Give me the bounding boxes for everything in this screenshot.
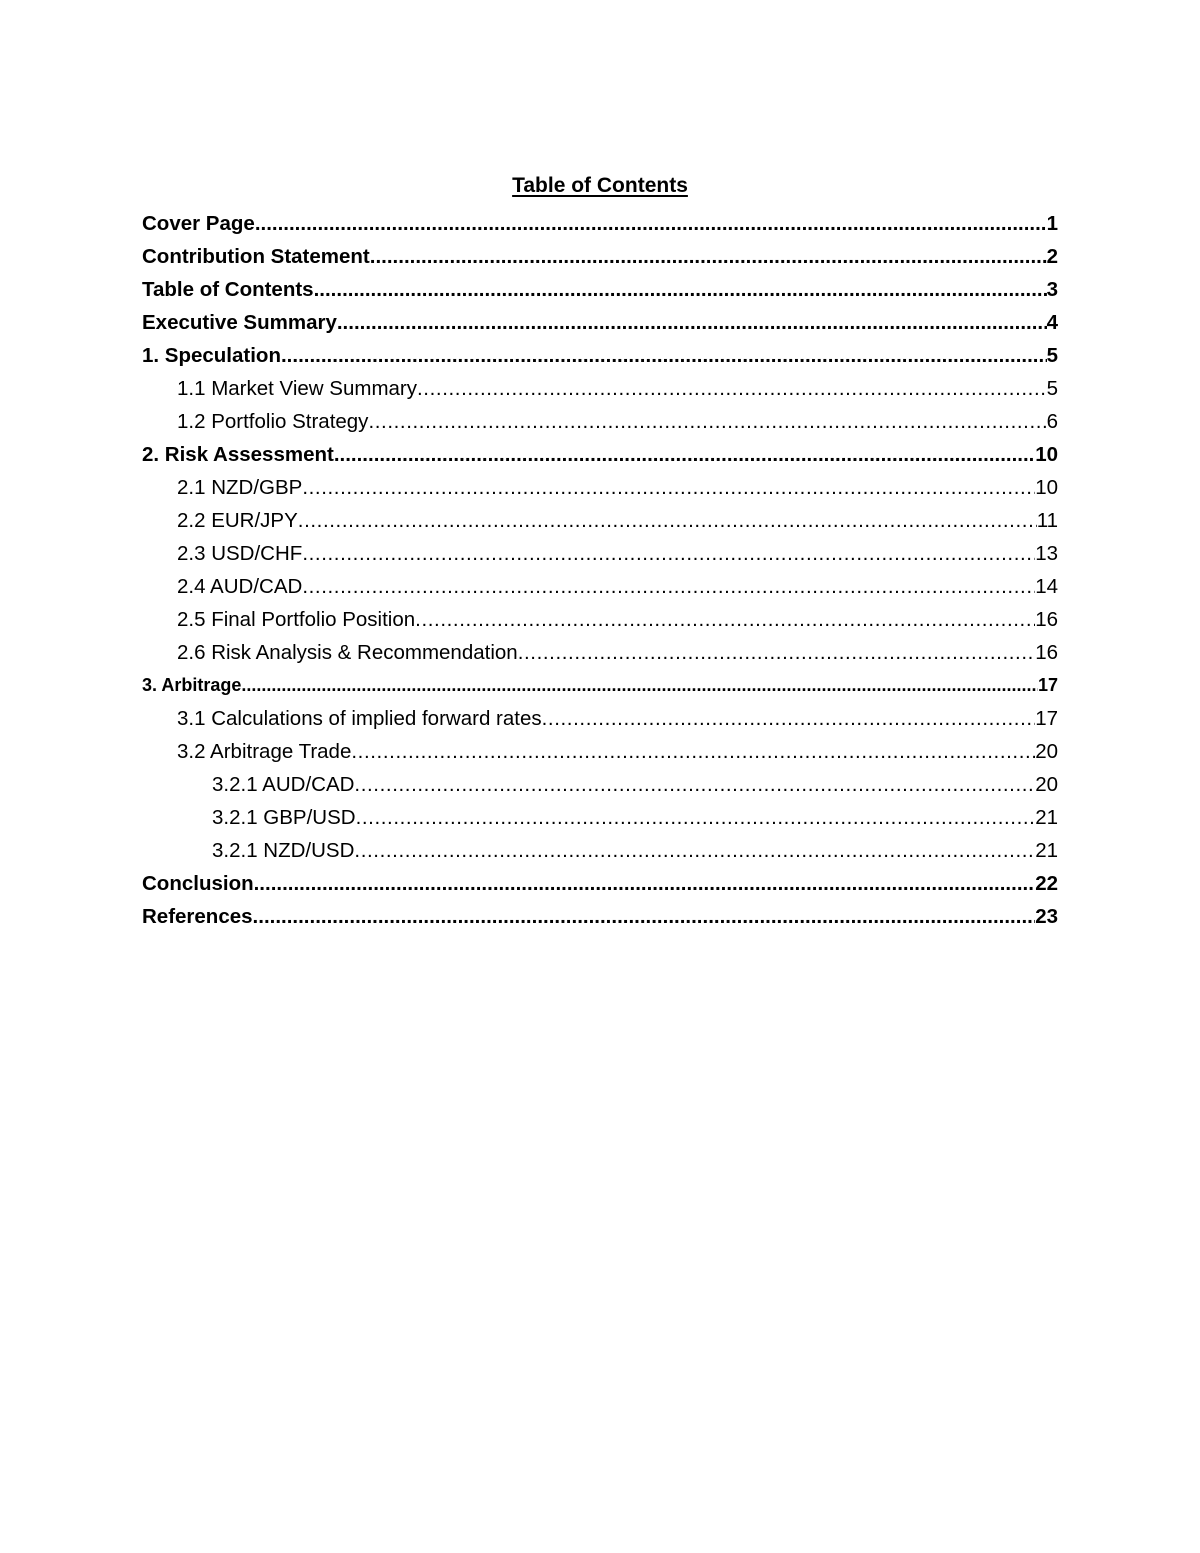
toc-entry-arbitrage[interactable]	[142, 669, 1058, 702]
toc-entry-page-number: 6	[1046, 410, 1058, 433]
toc-entry-final-portfolio-position[interactable]	[142, 603, 1058, 636]
toc-entry-conclusion[interactable]	[142, 867, 1058, 900]
toc-entry-portfolio-strategy[interactable]	[142, 405, 1058, 438]
toc-entry-page-number: 5	[1046, 344, 1058, 367]
toc-entry-label: 1.2 Portfolio Strategy	[177, 410, 369, 433]
toc-entry-label: Table of Contents	[142, 278, 314, 301]
toc-entry-label: 2.3 USD/CHF	[177, 542, 303, 565]
toc-entry-label: Contribution Statement	[142, 245, 370, 268]
toc-entry-page-number: 11	[1036, 509, 1058, 532]
toc-entry-cover-page[interactable]	[142, 207, 1058, 240]
toc-dot-leader	[354, 834, 1035, 867]
toc-dot-leader	[302, 537, 1035, 570]
toc-entry-label: 2.4 AUD/CAD	[177, 575, 303, 598]
toc-dot-leader	[254, 867, 1036, 900]
toc-dot-leader	[241, 669, 1038, 702]
toc-dot-leader	[542, 702, 1036, 735]
toc-entry-page-number: 13	[1035, 542, 1058, 565]
toc-entry-usd-chf[interactable]	[142, 537, 1058, 570]
toc-entry-label: 3.2 Arbitrage Trade	[177, 740, 352, 763]
toc-dot-leader	[351, 735, 1035, 768]
toc-dot-leader	[302, 471, 1035, 504]
toc-entry-page-number: 21	[1035, 806, 1058, 829]
toc-entry-page-number: 16	[1035, 641, 1058, 664]
toc-entry-label: Conclusion	[142, 872, 254, 895]
toc-entry-market-view-summary[interactable]	[142, 372, 1058, 405]
toc-entry-arbitrage-nzd-usd[interactable]	[142, 834, 1058, 867]
toc-entry-label: 1.1 Market View Summary	[177, 377, 418, 400]
toc-entry-page-number: 16	[1035, 608, 1058, 631]
toc-entry-page-number: 14	[1035, 575, 1058, 598]
toc-entry-label: 3. Arbitrage	[142, 675, 242, 695]
toc-entry-page-number: 20	[1035, 740, 1058, 763]
toc-dot-leader	[356, 801, 1036, 834]
toc-entry-label: 2. Risk Assessment	[142, 443, 334, 466]
toc-entry-label: 3.2.1 NZD/USD	[212, 839, 355, 862]
toc-entry-label: 3.1 Calculations of implied forward rates	[177, 707, 542, 730]
toc-dot-leader	[370, 240, 1047, 273]
toc-entry-label: 2.6 Risk Analysis & Recommendation	[177, 641, 518, 664]
toc-entry-page-number: 5	[1046, 377, 1058, 400]
toc-entry-page-number: 17	[1035, 707, 1058, 730]
toc-entry-label: Cover Page	[142, 212, 255, 235]
toc-dot-leader	[298, 504, 1037, 537]
toc-entry-label: 2.2 EUR/JPY	[177, 509, 298, 532]
toc-entry-page-number: 10	[1035, 476, 1058, 499]
toc-entry-aud-cad[interactable]	[142, 570, 1058, 603]
toc-entry-page-number: 2	[1046, 245, 1058, 268]
toc-entry-label: 2.5 Final Portfolio Position	[177, 608, 416, 631]
toc-entry-speculation[interactable]	[142, 339, 1058, 372]
toc-dot-leader	[314, 273, 1047, 306]
toc-entry-references[interactable]	[142, 900, 1058, 933]
toc-entry-nzd-gbp[interactable]	[142, 471, 1058, 504]
toc-entry-page-number: 10	[1035, 443, 1058, 466]
toc-entry-page-number: 17	[1037, 675, 1058, 695]
toc-entry-arbitrage-gbp-usd[interactable]	[142, 801, 1058, 834]
toc-entry-page-number: 1	[1046, 212, 1058, 235]
toc-entry-page-number: 4	[1046, 311, 1058, 334]
toc-entry-arbitrage-trade[interactable]	[142, 735, 1058, 768]
toc-entry-page-number: 23	[1035, 905, 1058, 928]
toc-dot-leader	[302, 570, 1035, 603]
toc-entry-table-of-contents[interactable]	[142, 273, 1058, 306]
toc-entry-page-number: 3	[1046, 278, 1058, 301]
toc-dot-leader	[415, 603, 1035, 636]
toc-entry-page-number: 22	[1035, 872, 1058, 895]
toc-dot-leader	[368, 405, 1046, 438]
toc-dot-leader	[417, 372, 1047, 405]
toc-entry-label: 2.1 NZD/GBP	[177, 476, 303, 499]
toc-entry-arbitrage-aud-cad[interactable]	[142, 768, 1058, 801]
toc-dot-leader	[334, 438, 1035, 471]
toc-entry-executive-summary[interactable]	[142, 306, 1058, 339]
toc-entry-eur-jpy[interactable]	[142, 504, 1058, 537]
toc-dot-leader	[354, 768, 1035, 801]
toc-entry-label: 1. Speculation	[142, 344, 281, 367]
toc-title: Table of Contents	[512, 174, 688, 197]
toc-entry-label: Executive Summary	[142, 311, 337, 334]
toc-entry-page-number: 20	[1035, 773, 1058, 796]
toc-dot-leader	[255, 207, 1047, 240]
toc-entry-label: 3.2.1 AUD/CAD	[212, 773, 355, 796]
toc-entry-risk-assessment[interactable]	[142, 438, 1058, 471]
toc-dot-leader	[253, 900, 1036, 933]
toc-entry-risk-analysis-recommendation[interactable]	[142, 636, 1058, 669]
toc-list	[142, 207, 1058, 933]
toc-entry-label: References	[142, 905, 253, 928]
toc-dot-leader	[281, 339, 1047, 372]
toc-entry-implied-forward-rates[interactable]	[142, 702, 1058, 735]
toc-dot-leader	[337, 306, 1047, 339]
toc-entry-page-number: 21	[1035, 839, 1058, 862]
toc-dot-leader	[518, 636, 1036, 669]
toc-entry-contribution-statement[interactable]	[142, 240, 1058, 273]
toc-entry-label: 3.2.1 GBP/USD	[212, 806, 356, 829]
